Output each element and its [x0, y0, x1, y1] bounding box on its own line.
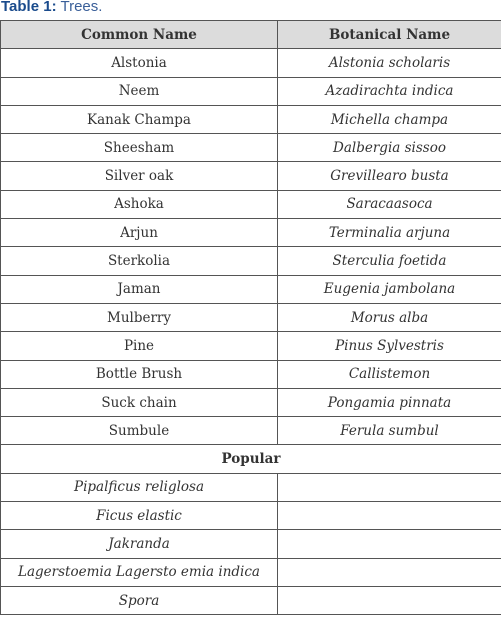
- table-caption-label: Table 1:: [1, 0, 57, 15]
- header-common-name: Common Name: [1, 21, 278, 49]
- section-heading-popular: Popular: [1, 445, 501, 473]
- table-body: [1, 49, 501, 615]
- table-row: [1, 558, 501, 586]
- table-row: [1, 77, 501, 105]
- table-row: [1, 49, 501, 77]
- botanical-name-cell: Alstonia scholaris: [278, 49, 501, 77]
- table-row: [1, 360, 501, 388]
- table-row: [1, 247, 501, 275]
- common-name-cell: Arjun: [1, 219, 278, 247]
- header-botanical-name: Botanical Name: [278, 21, 501, 49]
- table-row: [1, 586, 501, 614]
- common-name-cell: Bottle Brush: [1, 360, 278, 388]
- common-name-cell: Silver oak: [1, 162, 278, 190]
- table-row: [1, 417, 501, 445]
- common-name-cell: Sumbule: [1, 417, 278, 445]
- common-name-cell: Mulberry: [1, 303, 278, 331]
- table-row: [1, 473, 501, 501]
- trees-table: [0, 20, 501, 615]
- table-caption: [1, 0, 102, 17]
- empty-cell: [278, 473, 501, 501]
- botanical-name-cell: Azadirachta indica: [278, 77, 501, 105]
- common-name-cell: Kanak Champa: [1, 105, 278, 133]
- table-row: [1, 275, 501, 303]
- common-name-cell: Jaman: [1, 275, 278, 303]
- section-row: [1, 445, 501, 473]
- common-name-cell: Ashoka: [1, 190, 278, 218]
- popular-name-cell: Pipalficus religlosa: [1, 473, 278, 501]
- table-row: [1, 332, 501, 360]
- botanical-name-cell: Terminalia arjuna: [278, 219, 501, 247]
- common-name-cell: Neem: [1, 77, 278, 105]
- empty-cell: [278, 502, 501, 530]
- common-name-cell: Sterkolia: [1, 247, 278, 275]
- table-row: [1, 530, 501, 558]
- botanical-name-cell: Sterculia foetida: [278, 247, 501, 275]
- popular-name-cell: Lagerstoemia Lagersto emia indica: [1, 558, 278, 586]
- table-row: [1, 219, 501, 247]
- common-name-cell: Suck chain: [1, 388, 278, 416]
- botanical-name-cell: Morus alba: [278, 303, 501, 331]
- common-name-cell: Pine: [1, 332, 278, 360]
- botanical-name-cell: Ferula sumbul: [278, 417, 501, 445]
- common-name-cell: Sheesham: [1, 134, 278, 162]
- common-name-cell: Alstonia: [1, 49, 278, 77]
- empty-cell: [278, 586, 501, 614]
- header-row: [1, 21, 501, 49]
- botanical-name-cell: Michella champa: [278, 105, 501, 133]
- popular-name-cell: Ficus elastic: [1, 502, 278, 530]
- botanical-name-cell: Callistemon: [278, 360, 501, 388]
- popular-name-cell: Jakranda: [1, 530, 278, 558]
- botanical-name-cell: Pinus Sylvestris: [278, 332, 501, 360]
- table-row: [1, 388, 501, 416]
- botanical-name-cell: Saracaasoca: [278, 190, 501, 218]
- table-caption-text: Trees.: [60, 0, 103, 15]
- table-row: [1, 502, 501, 530]
- botanical-name-cell: Grevilleаro busta: [278, 162, 501, 190]
- table-row: [1, 162, 501, 190]
- botanical-name-cell: Eugenia jambolana: [278, 275, 501, 303]
- table-row: [1, 134, 501, 162]
- popular-name-cell: Spora: [1, 586, 278, 614]
- botanical-name-cell: Pongamia pinnata: [278, 388, 501, 416]
- table-row: [1, 105, 501, 133]
- botanical-name-cell: Dalbergia sissoo: [278, 134, 501, 162]
- table-row: [1, 303, 501, 331]
- empty-cell: [278, 530, 501, 558]
- table-row: [1, 190, 501, 218]
- table-header: [1, 21, 501, 49]
- empty-cell: [278, 558, 501, 586]
